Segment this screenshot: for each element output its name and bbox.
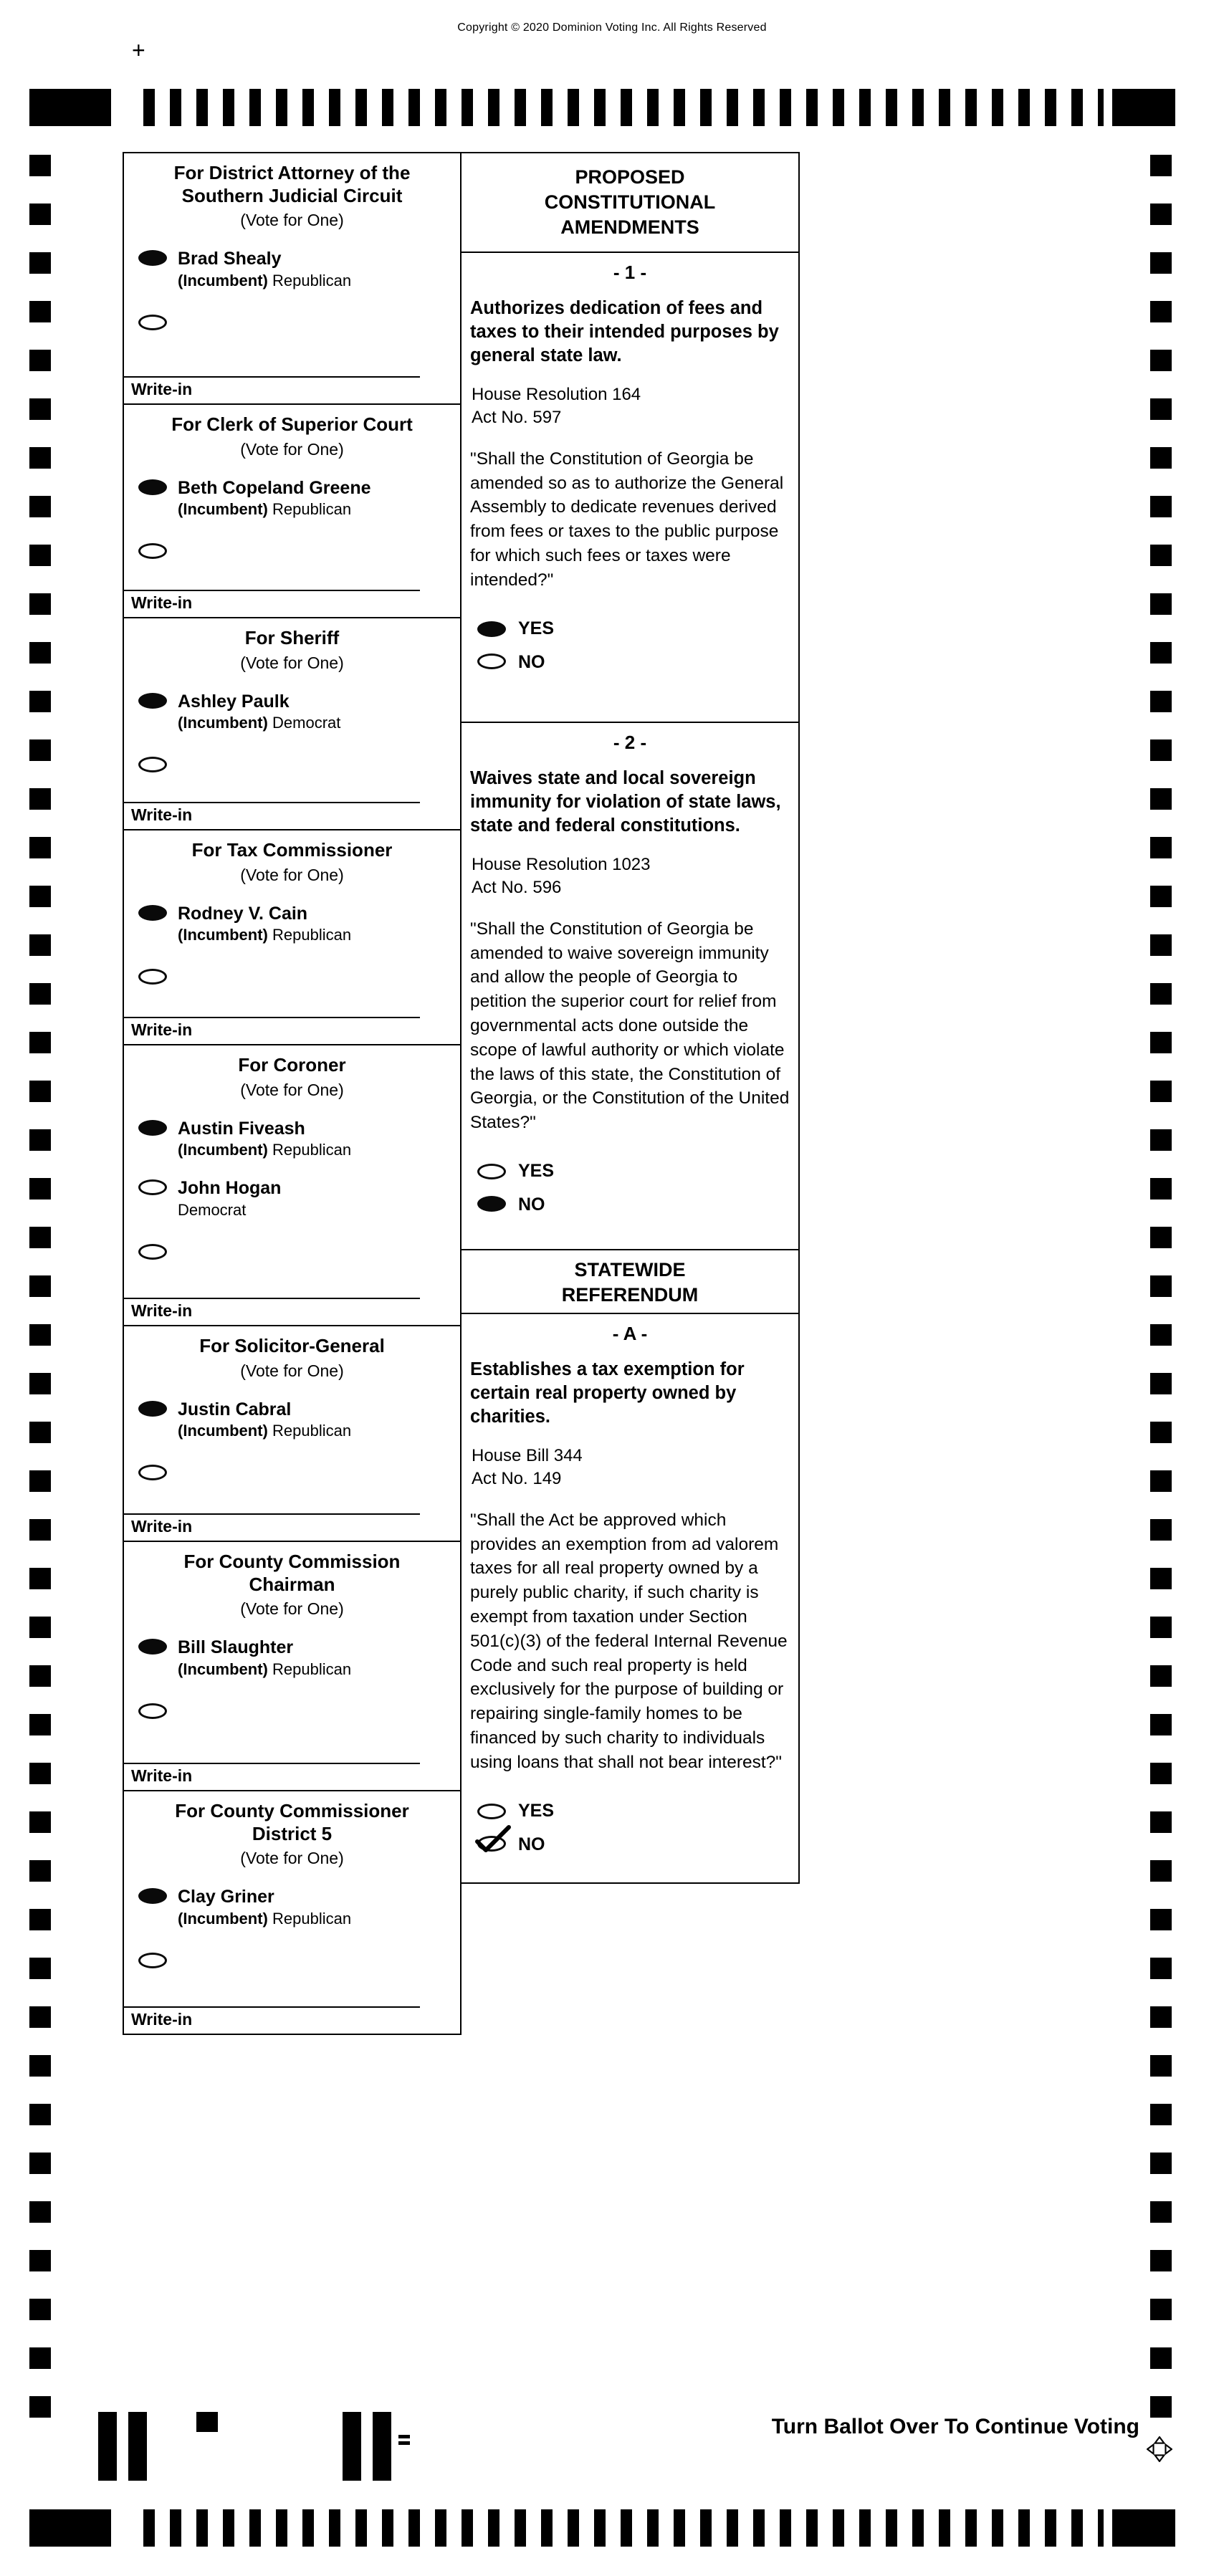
candidate-text [178,904,351,945]
contest-title: For Clerk of Superior Court [171,413,413,435]
no-oval[interactable] [477,1196,506,1212]
no-oval-wrap [477,1834,506,1855]
yes-oval[interactable] [477,1804,506,1819]
contest-title: For District Attorney of the Southern Judicial Circuit [173,162,411,206]
measure-choices [477,1161,798,1215]
ballot-id-mark [196,2412,218,2432]
party-label: Republican [272,500,352,519]
measure-summary: Establishes a tax exemption for certain real property owned by charities. [470,1359,745,1427]
candidate-detail [178,926,351,944]
write-in-candidate-row [138,755,460,772]
write-in-line[interactable] [124,1017,420,1018]
no-oval-wrap [477,652,506,673]
measures-column [460,152,800,1884]
write-in-label: Write-in [131,1517,193,1536]
write-in-line[interactable] [124,1513,420,1515]
measure-summary: Authorizes dedication of fees and taxes to their intended purposes by general state law. [470,298,779,366]
candidate-detail [178,1422,351,1440]
candidate-name: Rodney V. Cain [178,903,308,924]
contest-title: For County Commission Chairman [183,1551,401,1595]
write-in-area [124,1513,460,1536]
measure-amendment-1 [460,252,800,723]
incumbent-label: (Incumbent) [178,926,268,944]
measure-number: - 1 - [613,262,647,283]
party-label: Republican [272,1660,352,1679]
candidate-row [138,1399,460,1441]
vote-oval[interactable] [138,693,167,709]
ballot-id-mark [373,2412,391,2481]
reference-line: Act No. 149 [472,1468,562,1488]
measure-reference [472,383,788,428]
vote-oval[interactable] [138,1401,167,1417]
ballot-id-mark [398,2435,410,2438]
write-in-line[interactable] [124,1763,420,1764]
ballot-id-mark [128,2412,147,2481]
contest-title: For County Commissioner District 5 [175,1800,409,1844]
party-label: Democrat [272,714,341,732]
no-label: NO [518,1834,545,1854]
candidate-detail [178,714,340,732]
vote-oval[interactable] [138,1120,167,1136]
vote-for-one-label: (Vote for One) [240,1080,344,1099]
timing-marks-top [143,89,1104,126]
write-in-candidate-row [138,313,460,330]
candidate-text [178,1399,351,1441]
yes-oval[interactable] [477,621,506,637]
yes-choice-row [477,1161,798,1182]
write-in-area [124,1298,460,1321]
timing-block-bottom-right [1112,2509,1175,2547]
contest-title: For Coroner [238,1054,346,1076]
timing-block-top-left [29,89,111,126]
incumbent-label: (Incumbent) [178,1660,268,1679]
candidate-text [178,691,340,733]
timing-block-top-right [1112,89,1175,126]
candidate-detail [178,1910,351,1928]
copyright-text: Copyright © 2020 Dominion Voting Inc. All Rights Reserved [457,21,767,34]
candidate-row [138,691,460,733]
timing-marks-bottom [143,2509,1104,2547]
candidate-name: Ashley Paulk [178,691,290,712]
yes-choice-row [477,1801,798,1821]
contest-solicitor-general [124,1326,460,1542]
referendum-header: STATEWIDE REFERENDUM [460,1249,800,1314]
party-label: Republican [272,926,352,944]
yes-label: YES [518,618,555,638]
contests-column [123,152,462,2035]
write-in-candidate-row [138,1463,460,1480]
measure-amendment-2 [460,722,800,1250]
no-label: NO [518,1194,545,1215]
write-in-label: Write-in [131,1020,193,1039]
contest-county-commission-chairman [124,1542,460,1791]
candidate-detail [178,1141,351,1159]
write-in-oval[interactable] [138,1953,167,1968]
write-in-candidate-row [138,542,460,559]
measure-question: "Shall the Constitution of Georgia be amended to waive sovereign immunity and allow the people of Georgia to petition the superior court for relief from governmental acts done outside the scope of lawful authority or which violate the laws of this state, the Constitution of Georgia, or the Constitution of the United States?" [470,919,790,1133]
contest-sheriff [124,618,460,830]
candidate-row [138,249,460,290]
write-in-area [124,2006,460,2029]
no-choice-row [477,1194,798,1215]
measure-number: - 2 - [613,732,647,753]
no-oval[interactable] [477,653,506,669]
incumbent-label: (Incumbent) [178,500,268,519]
candidate-detail [178,272,351,290]
turn-ballot-over-text: Turn Ballot Over To Continue Voting [771,2415,1139,2438]
check-mark-icon [473,1823,513,1856]
measure-question: "Shall the Constitution of Georgia be amended so as to authorize the General Assembly to dedicate revenues derived from fees or taxes to the public purpose for which such fees or taxes were intended?" [470,449,784,590]
party-label: Democrat [178,1201,247,1220]
vote-oval[interactable] [138,905,167,921]
measure-choices [477,1801,798,1855]
vote-oval[interactable] [138,1179,167,1195]
write-in-candidate-row [138,1242,460,1260]
no-choice-row [477,652,798,673]
contest-county-commissioner-district-5 [124,1791,460,2034]
measure-referendum-a [460,1313,800,1884]
candidate-name: Justin Cabral [178,1399,292,1419]
write-in-line[interactable] [124,376,420,378]
measure-number: - A - [612,1323,648,1344]
timing-block-bottom-left [29,2509,111,2547]
write-in-line[interactable] [124,1298,420,1299]
write-in-oval[interactable] [138,757,167,772]
measure-question: "Shall the Act be approved which provides an exemption from ad valorem taxes for all real property owned by a purely public charity, if such charity is exempt from taxation under Section 501(c)(3) of the federal Internal Revenue Code and such real property is held exclusively for the purpose of building or repairing single-family homes to be financed by such charity to individuals using loans that shall not bear interest?" [470,1510,788,1772]
vote-for-one-label: (Vote for One) [240,1361,344,1380]
candidate-text [178,1178,281,1220]
incumbent-label: (Incumbent) [178,272,268,290]
incumbent-label: (Incumbent) [178,1141,268,1159]
write-in-oval[interactable] [138,315,167,330]
ballot-id-mark [98,2412,117,2481]
write-in-label: Write-in [131,1766,193,1785]
write-in-candidate-row [138,967,460,985]
write-in-area [124,1763,460,1786]
measure-summary: Waives state and local sovereign immunity for violation of state laws, state and federal constitutions. [470,768,781,836]
write-in-area [124,802,460,825]
reference-line: House Resolution 1023 [472,855,651,875]
write-in-oval[interactable] [138,1465,167,1480]
candidate-text [178,478,371,519]
candidate-row [138,1887,460,1928]
contest-title: For Sheriff [244,627,340,648]
yes-choice-row [477,618,798,639]
vote-oval[interactable] [138,1888,167,1904]
contest-tax-commissioner [124,830,460,1045]
candidate-detail [178,500,371,519]
vote-oval[interactable] [138,479,167,495]
candidate-text [178,249,351,290]
no-oval-wrap [477,1194,506,1215]
write-in-line[interactable] [124,590,420,591]
write-in-oval[interactable] [138,1703,167,1719]
yes-oval[interactable] [477,1164,506,1179]
timing-marks-right [1150,155,1172,2419]
candidate-row [138,1178,460,1220]
candidate-name: Brad Shealy [178,249,282,269]
alignment-cross-icon [1147,2436,1172,2462]
vote-oval[interactable] [138,250,167,266]
measure-reference [472,853,788,898]
write-in-area [124,376,460,399]
yes-label: YES [518,1160,555,1181]
candidate-name: John Hogan [178,1178,282,1199]
write-in-area [124,1017,460,1040]
contest-district-attorney [124,153,460,405]
write-in-label: Write-in [131,1301,193,1320]
reference-line: House Bill 344 [472,1446,583,1466]
vote-for-one-label: (Vote for One) [240,1849,344,1868]
write-in-line[interactable] [124,802,420,803]
candidate-name: Clay Griner [178,1887,274,1907]
write-in-oval[interactable] [138,543,167,559]
candidate-detail [178,1201,281,1220]
no-choice-row [477,1834,798,1855]
vote-for-one-label: (Vote for One) [240,653,344,672]
incumbent-label: (Incumbent) [178,1422,268,1440]
candidate-row [138,478,460,519]
write-in-oval[interactable] [138,1244,167,1260]
write-in-label: Write-in [131,2010,193,2029]
contest-title: For Tax Commissioner [191,839,393,861]
write-in-label: Write-in [131,593,193,612]
party-label: Republican [272,1422,352,1440]
party-label: Republican [272,272,352,290]
measure-choices [477,618,798,673]
reference-line: House Resolution 164 [472,385,641,405]
candidate-text [178,1887,351,1928]
amendments-header: PROPOSED CONSTITUTIONAL AMENDMENTS [460,152,800,253]
write-in-candidate-row [138,1702,460,1719]
party-label: Republican [272,1910,352,1928]
registration-plus-mark: + [132,37,145,63]
candidate-detail [178,1660,351,1679]
incumbent-label: (Incumbent) [178,714,268,732]
candidate-name: Austin Fiveash [178,1118,305,1139]
candidate-row [138,1637,460,1679]
yes-label: YES [518,1800,555,1821]
vote-for-one-label: (Vote for One) [240,211,344,230]
contest-title: For Solicitor-General [199,1335,385,1356]
no-label: NO [518,651,545,672]
vote-oval[interactable] [138,1639,167,1655]
reference-line: Act No. 597 [472,407,562,427]
write-in-oval[interactable] [138,969,167,985]
ballot-id-mark [343,2412,361,2481]
reference-line: Act No. 596 [472,877,562,897]
vote-for-one-label: (Vote for One) [240,439,344,459]
candidate-text [178,1637,351,1679]
party-label: Republican [272,1141,352,1159]
candidate-text [178,1119,351,1160]
candidate-name: Bill Slaughter [178,1637,294,1658]
write-in-area [124,590,460,613]
write-in-candidate-row [138,1951,460,1968]
vote-for-one-label: (Vote for One) [240,1599,344,1619]
contest-coroner [124,1045,460,1326]
vote-for-one-label: (Vote for One) [240,865,344,884]
timing-marks-left [29,155,51,2419]
write-in-label: Write-in [131,380,193,398]
write-in-line[interactable] [124,2006,420,2008]
measure-reference [472,1445,788,1489]
incumbent-label: (Incumbent) [178,1910,268,1928]
write-in-label: Write-in [131,805,193,824]
candidate-row [138,1119,460,1160]
candidate-name: Beth Copeland Greene [178,477,371,498]
contest-clerk-superior-court [124,405,460,618]
candidate-row [138,904,460,945]
